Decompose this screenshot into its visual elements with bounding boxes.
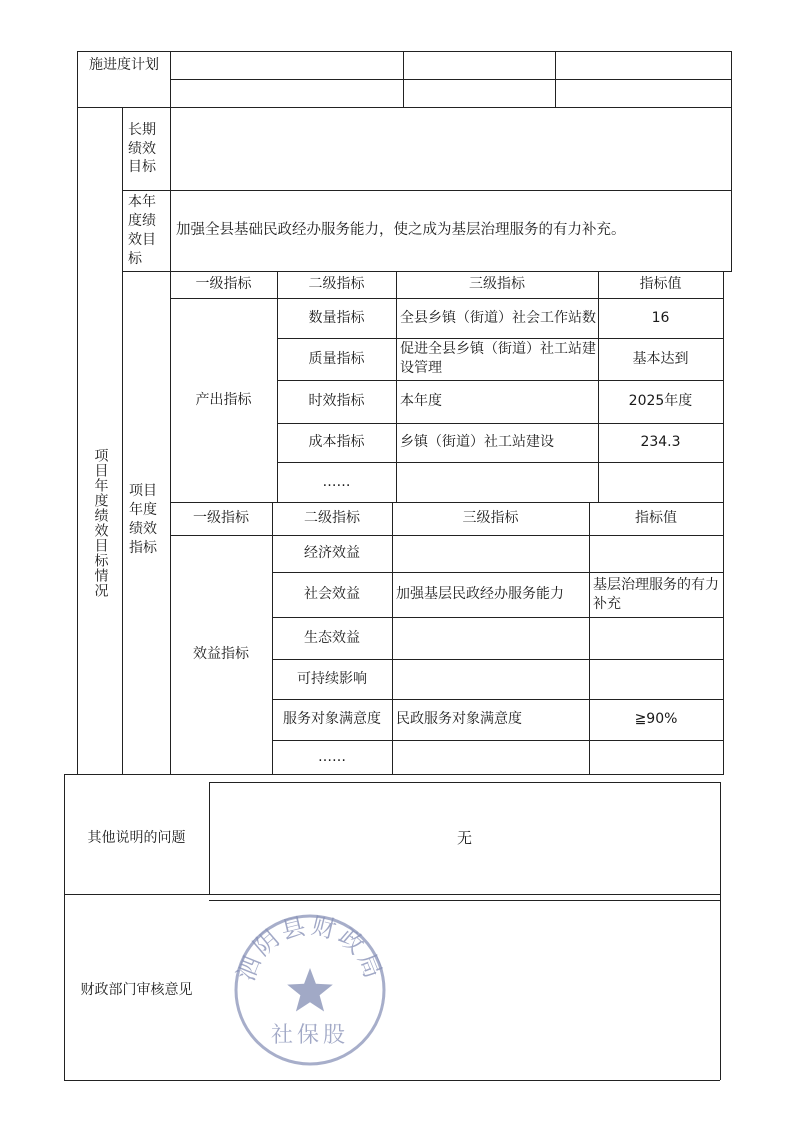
stamp-bottom-text: 社保股 xyxy=(270,1023,350,1048)
output-level1: 产出指标 xyxy=(195,391,252,408)
benefit-row-level3: 加强基层民政经办服务能力 xyxy=(396,586,564,603)
output-row-level2: …… xyxy=(322,473,351,490)
output-row-level3: 本年度 xyxy=(400,393,442,410)
benefit-header-value: 指标值 xyxy=(635,510,677,527)
benefit-row-level3 xyxy=(393,740,588,774)
benefit-row-level2: 服务对象满意度 xyxy=(283,711,381,728)
output-row-value xyxy=(598,462,723,502)
other-issues-label: 其他说明的问题 xyxy=(87,829,186,846)
output-row-value: 基本达到 xyxy=(632,350,689,367)
output-row-level3: 全县乡镇（街道）社会工作站数 xyxy=(400,309,596,326)
finance-review-label: 财政部门审核意见 xyxy=(80,981,193,998)
output-row-level2: 成本指标 xyxy=(308,434,365,451)
benefit-row-level2: …… xyxy=(318,748,346,765)
output-row-level2: 质量指标 xyxy=(308,350,365,367)
benefit-row-level2: 经济效益 xyxy=(304,545,360,562)
long-term-goal-label: 长期绩效目标 xyxy=(128,121,156,176)
benefit-row-level3 xyxy=(393,535,588,572)
output-row-value: 234.3 xyxy=(640,434,681,451)
output-row-level3 xyxy=(397,462,597,502)
benefit-row-value: 基层治理服务的有力补充 xyxy=(593,576,719,612)
benefit-row-level2: 生态效益 xyxy=(304,629,360,646)
benefit-level1: 效益指标 xyxy=(193,646,249,663)
star-icon xyxy=(287,968,333,1012)
output-row-value: 2025年度 xyxy=(628,393,693,410)
benefit-row-value xyxy=(589,535,723,572)
annual-goal-label: 本年度绩效目标 xyxy=(128,194,156,267)
output-header-level3: 三级指标 xyxy=(469,276,525,293)
output-header-level1: 一级指标 xyxy=(195,276,252,293)
benefit-row-value xyxy=(589,659,723,699)
benefit-header-level2: 二级指标 xyxy=(304,510,360,527)
output-row-level2: 时效指标 xyxy=(308,393,365,410)
benefit-row-value xyxy=(589,617,723,659)
stamp-top-text: 泗阴县财政局 xyxy=(231,911,389,985)
other-issues-value: 无 xyxy=(456,828,472,847)
output-row-level3: 乡镇（街道）社工站建设 xyxy=(400,434,554,451)
section-label: 项目年度绩效目标情况 xyxy=(92,447,109,598)
benefit-row-value xyxy=(589,740,723,774)
benefit-header-level1: 一级指标 xyxy=(193,510,249,527)
output-header-level2: 二级指标 xyxy=(308,276,365,293)
benefit-header-level3: 三级指标 xyxy=(462,510,519,527)
benefit-row-level3 xyxy=(393,617,588,659)
progress-plan-label: 施进度计划 xyxy=(89,56,159,73)
output-row-level3: 促进全县乡镇（街道）社工站建设管理 xyxy=(400,341,596,376)
annual-goal-text: 加强全县基础民政经办服务能力，使之成为基层治理服务的有力补充。 xyxy=(176,222,626,239)
output-header-value: 指标值 xyxy=(639,276,682,293)
benefit-row-level3 xyxy=(393,659,588,699)
benefit-row-level2: 可持续影响 xyxy=(297,670,367,687)
benefit-row-level2: 社会效益 xyxy=(304,586,360,603)
official-seal xyxy=(230,910,390,1070)
benefit-row-value: ≧90% xyxy=(634,711,678,728)
output-row-value: 16 xyxy=(651,309,670,326)
output-row-level2: 数量指标 xyxy=(308,309,365,326)
benefit-row-level3: 民政服务对象满意度 xyxy=(396,711,522,728)
indicator-label: 项目年度绩效指标 xyxy=(129,483,157,556)
